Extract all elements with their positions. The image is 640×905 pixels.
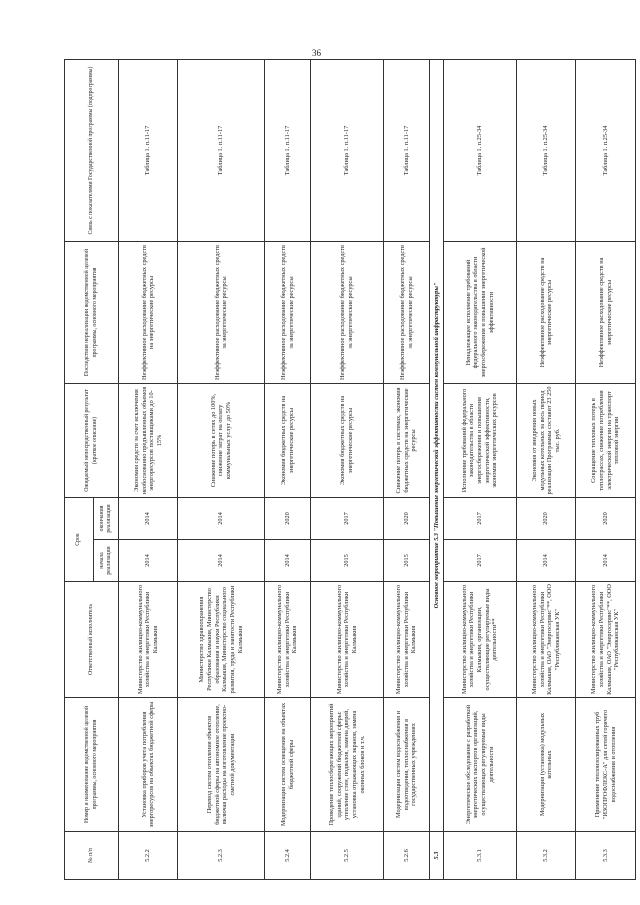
cell-consequences: Ненадлежащее исполнение требований федерального законодательства в области энергосбережения и повышения энергетической эффективности <box>443 241 516 383</box>
cell-executor: Министерство жилищно-коммунального хозяйства и энергетики Республики Калмыкия <box>265 582 311 698</box>
cell-name: Модернизация систем водоснабжения и водоотведения, теплоснабжения в государственных учреждениях <box>384 698 430 832</box>
cell-end: 2014 <box>178 497 265 539</box>
table-row <box>576 59 636 879</box>
cell-end: 2020 <box>384 497 430 539</box>
cell-consequences: Неэффективное расходование средств на энергетические ресурсы <box>576 241 636 383</box>
header-term-start: начала реализации <box>94 540 119 582</box>
cell-consequences: Неэффективное расходование бюджетных средств за энергетические ресурсы <box>265 241 311 383</box>
cell-executor: Министерство здравоохранения Республики Калмыкия, Министерство образования и науки Республики Калмыкия, Министерство социального развития, труда и занятости Республики Калмыкия <box>178 582 265 698</box>
cell-name: Модернизация (установка) модульных котельных <box>517 698 576 832</box>
section-row <box>429 59 443 879</box>
cell-executor: Министерство жилищно-коммунального хозяйства и энергетики Республики Калмыкия <box>311 582 384 698</box>
cell-link: Таблица 1. п.11-17 <box>178 59 265 241</box>
cell-consequences: Неэффективное расходование бюджетных средств за энергетические ресурсы <box>384 241 430 383</box>
cell-num: 5.3.1 <box>443 832 516 880</box>
cell-num: 5.3.2 <box>517 832 576 880</box>
table-row <box>443 59 516 879</box>
cell-start: 2017 <box>443 540 516 582</box>
cell-name: Модернизация систем освещения на объектах бюджетной сферы <box>265 698 311 832</box>
table-row <box>384 59 430 879</box>
cell-end: 2017 <box>443 497 516 539</box>
cell-link: Таблица 1. п.11-17 <box>311 59 384 241</box>
cell-link: Таблица 1. п.25-34 <box>576 59 636 241</box>
cell-link: Таблица 1. п.11-17 <box>384 59 430 241</box>
cell-name: Установка приборов учета потребления энергоресурсов на объектах бюджетной сферы <box>119 698 178 832</box>
cell-consequences: Неэффективное расходование бюджетных средств за энергетические ресурсы <box>311 241 384 383</box>
table-row <box>517 59 576 879</box>
cell-link: Таблица 1. п.11-17 <box>119 59 178 241</box>
cell-start: 2014 <box>178 540 265 582</box>
cell-end: 2020 <box>576 497 636 539</box>
cell-end: 2020 <box>265 497 311 539</box>
cell-num: 5.2.4 <box>265 832 311 880</box>
cell-result: Исполнение требований федерального законодательства в области энергосбережения и повышения энергетической эффективности, экономия энергетических ресурсов <box>443 383 516 497</box>
cell-start: 2015 <box>384 540 430 582</box>
table-row <box>119 59 178 879</box>
cell-num: 5.2.3 <box>178 832 265 880</box>
cell-consequences: Неэффективное расходование бюджетных средств за энергетические ресурсы <box>178 241 265 383</box>
rotated-table-wrapper <box>64 60 636 880</box>
table-row <box>311 59 384 879</box>
header-term: Срок <box>65 497 94 581</box>
table-header-row <box>65 59 94 879</box>
page-number: 36 <box>312 48 321 58</box>
cell-end: 2014 <box>119 497 178 539</box>
cell-consequences: Неэффективное расходование средств на энергетические ресурсы <box>517 241 576 383</box>
cell-num: 5.3.3 <box>576 832 636 880</box>
table-row <box>178 59 265 879</box>
header-num: № п/п <box>65 832 119 880</box>
cell-result: Экономия бюджетных средств на энергетические ресурсы <box>265 383 311 497</box>
header-link: Связь с показателями Государственной программы (подпрограммы) <box>65 59 119 241</box>
cell-executor: Министерство жилищно-коммунального хозяйства и энергетики Республики Калмыкия <box>384 582 430 698</box>
cell-result: Снижение потерь в системах, экономия бюджетных средств на энергетические ресурсы <box>384 383 430 497</box>
cell-result: Сокращение тепловых потерь в теплотрассах, снижение потребления электрической энергии на транспорт тепловой энергии <box>576 383 636 497</box>
cell-end: 2017 <box>311 497 384 539</box>
program-table <box>64 59 636 880</box>
table-row <box>265 59 311 879</box>
cell-result: Снижение потерь в сетях до 100%, снижение затрат на оплату коммунальных услуг до 50% <box>178 383 265 497</box>
cell-name: Перевод систем отопления объектов бюджетной сферы на автономное отопление, включая расходы на изготовление проектно-сметной документации <box>178 698 265 832</box>
cell-name: Энергетическое обследование с разработкой энергетических паспортов организаций, осуществляющих регулируемые виды деятельности <box>443 698 516 832</box>
cell-consequences: Неэффективное расходование бюджетных средств на энергетические ресурсы <box>119 241 178 383</box>
cell-executor: Министерство жилищно-коммунального хозяйства и энергетики Республики Калмыкия <box>119 582 178 698</box>
header-consequences: Последствия нереализации ведомственной целевой программы, основного мероприятия <box>65 241 119 383</box>
cell-result: Экономия от внедрения новых модульных котельных за весь период реализации Программы составит 23 250 тыс. руб. <box>517 383 576 497</box>
cell-end: 2020 <box>517 497 576 539</box>
cell-name: Проведение теплосберегающих мероприятий зданий, сооружений бюджетной сферы: утепление стен, подвалов, замена дверей, установка отражающих экранов, замена оконных блоков и т.ч. <box>311 698 384 832</box>
cell-start: 2014 <box>517 540 576 582</box>
section-title: Основное мероприятие 5.3 "Повышение энергетической эффективности систем коммунальной инфраструктуры" <box>429 59 443 831</box>
cell-link: Таблица 1. п.25-34 <box>517 59 576 241</box>
cell-start: 2014 <box>576 540 636 582</box>
cell-link: Таблица 1. п.11-17 <box>265 59 311 241</box>
cell-executor: Министерство жилищно-коммунального хозяйства и энергетики Республики Калмыкия, ОАО "Энергосервис"**, ООО "Республиканская УК" <box>517 582 576 698</box>
section-num: 5.3 <box>429 832 443 880</box>
cell-num: 5.2.2 <box>119 832 178 880</box>
header-result: Ожидаемый непосредственный результат (краткое описание) <box>65 383 119 497</box>
cell-executor: Министерство жилищно-коммунального хозяйства и энергетики Республики Калмыкия, ОАО "Энергосервис"**, ООО "Республиканская УК" <box>576 582 636 698</box>
header-term-end: окончания реализации <box>94 497 119 539</box>
cell-result: Экономия средств за счет исключения необоснованно предъявленных объемов энергоресурсов поставщиками до 10-15% <box>119 383 178 497</box>
cell-start: 2015 <box>311 540 384 582</box>
cell-num: 5.2.6 <box>384 832 430 880</box>
cell-start: 2014 <box>265 540 311 582</box>
cell-link: Таблица 1. п.25-34 <box>443 59 516 241</box>
cell-name: Применение теплоизолированных труб "ИЗОПРОФЛЕКС-А" для сетей горячего водоснабжения и отопления <box>576 698 636 832</box>
header-executor: Ответственный исполнитель <box>65 582 119 698</box>
header-name: Номер и наименование ведомственной целевой программы, основного мероприятия <box>65 698 119 832</box>
cell-num: 5.2.5 <box>311 832 384 880</box>
cell-start: 2014 <box>119 540 178 582</box>
cell-result: Экономия бюджетных средств на энергетические ресурсы <box>311 383 384 497</box>
cell-executor: Министерство жилищно-коммунального хозяйства и энергетики Республики Калмыкия, организации, осуществляющие регулируемые виды деятельности** <box>443 582 516 698</box>
